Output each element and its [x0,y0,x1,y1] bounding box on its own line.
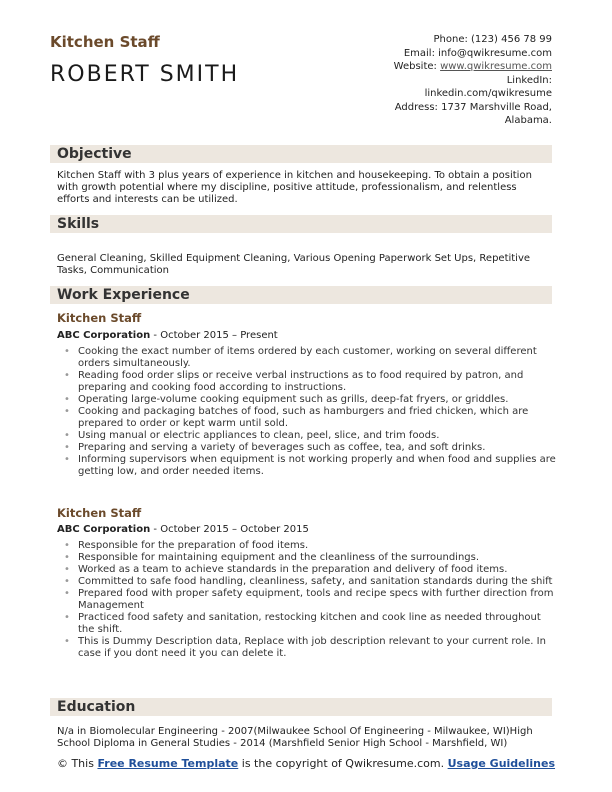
job-2-dates: - October 2015 – October 2015 [150,524,309,535]
list-item: • Committed to safe food handling, cleanliness, safety, and sanitation standards during the shift [57,576,557,588]
list-item: • Preparing and serving a variety of beverages such as coffee, tea, and soft drinks. [57,442,557,454]
job-1-title: Kitchen Staff [57,311,142,325]
free-resume-template-link[interactable]: Free Resume Template [97,757,239,770]
job-1-company-line [57,330,278,341]
work-experience-heading: Work Experience [50,286,552,304]
objective-heading: Objective [50,145,552,163]
list-item: • Responsible for the preparation of food items. [57,540,557,552]
job-2-company-line [57,524,309,535]
header-job-title: Kitchen Staff [50,33,160,51]
list-item: • Practiced food safety and sanitation, restocking kitchen and cook line as needed throughout the shift. [57,612,557,636]
candidate-name: ROBERT SMITH [50,62,240,87]
job-2-title: Kitchen Staff [57,506,142,520]
skills-text: General Cleaning, Skilled Equipment Cleaning, Various Opening Paperwork Set Ups, Repetitive Tasks, Communication [57,253,531,276]
job-1-company: ABC Corporation [57,330,151,341]
usage-guidelines-link[interactable]: Usage Guidelines [447,757,556,770]
contact-linkedin: linkedin.com/qwikresume [424,88,552,99]
list-item: • Cooking and packaging batches of food, such as hamburgers and fried chicken, which are prepared to order or kept warm until sold. [57,406,557,430]
contact-website [292,60,552,74]
list-item: • Informing supervisors when equipment is not working properly and when food and supplies are getting low, and order needed items. [57,454,557,478]
list-item: • Reading food order slips or receive verbal instructions as to food required by patron, and preparing and cooking food according to instructions. [57,370,557,394]
contact-phone: Phone: (123) 456 78 99 [433,34,552,45]
contact-email: Email: info@qwikresume.com [403,47,552,59]
contact-address-line1: Address: 1737 Marshville Road, [394,101,552,113]
education-text: N/a in Biomolecular Engineering - 2007(Milwaukee School Of Engineering - Milwaukee, WI)High School Diploma in General Studies - 2014 (Marshfield Senior High School - Marshfield, WI) [57,726,533,749]
list-item: • Cooking the exact number of items ordered by each customer, working on several different orders simultaneously. [57,346,557,370]
objective-text: Kitchen Staff with 3 plus years of experience in kitchen and housekeeping. To obtain a position with growth potential where my discipline, positive attitude, professionalism, and relentless efforts and interests can be utilized. [57,170,532,205]
list-item: • This is Dummy Description data, Replace with job description relevant to your current role. In case if you dont need it you can delete it. [57,636,557,660]
skills-heading: Skills [50,215,552,233]
job-1-dates: - October 2015 – Present [150,330,278,341]
list-item: • Responsible for maintaining equipment and the cleanliness of the surroundings. [57,552,557,564]
list-item: • Worked as a team to achieve standards in the preparation and delivery of food items. [57,564,557,576]
job-1-bullets [57,346,557,478]
education-heading: Education [50,698,552,716]
job-2-bullets [57,540,557,660]
list-item: • Operating large-volume cooking equipment such as grills, deep-fat fryers, or griddles. [57,394,557,406]
footer-middle: is the copyright of Qwikresume.com. [238,757,448,770]
list-item: • Prepared food with proper safety equipment, tools and recipe specs with further direction from Management [57,588,557,612]
contact-block [292,33,552,128]
job-2-company: ABC Corporation [57,524,151,535]
website-label: Website: [393,61,441,72]
contact-address-line2: Alabama. [504,115,552,126]
footer-prefix: © This [56,757,98,770]
contact-linkedin-label: LinkedIn: [506,74,552,86]
website-link[interactable]: www.qwikresume.com [440,61,552,72]
list-item: • Using manual or electric appliances to clean, peel, slice, and trim foods. [57,430,557,442]
footer-copyright [50,757,562,771]
